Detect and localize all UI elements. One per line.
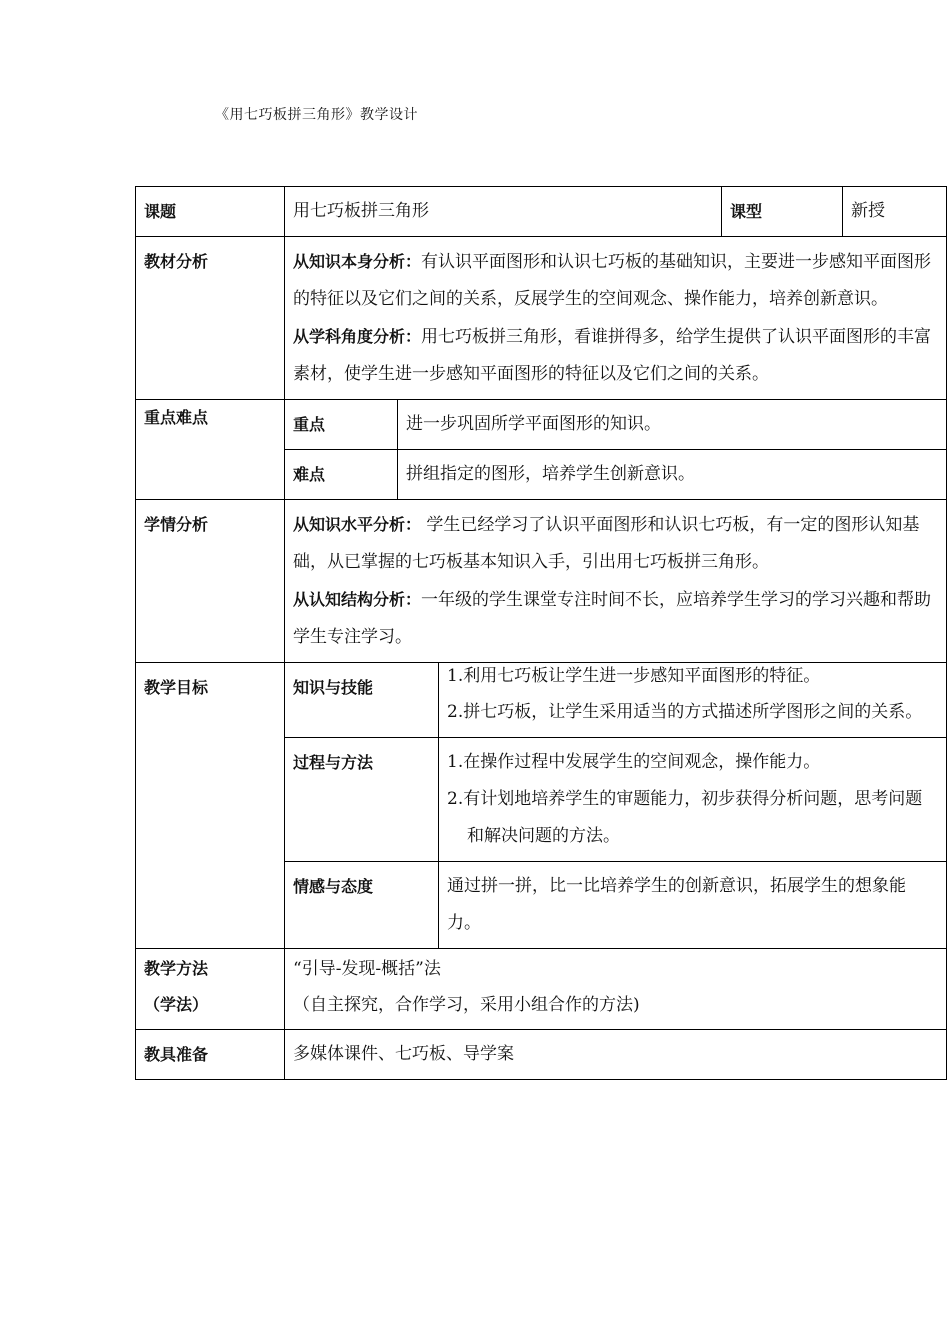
method-content (285, 949, 947, 1030)
learner-p1-heading: 从知识水平分析： (293, 515, 422, 534)
topic-row (136, 187, 947, 237)
learner-p2-heading: 从认知结构分析： (293, 590, 422, 609)
process-item-1: 1.在操作过程中发展学生的空间观念，操作能力。 (447, 752, 821, 772)
type-label: 课型 (722, 187, 843, 237)
method-label-line-2: （学法） (144, 995, 209, 1014)
method-line-2: （自主探究，合作学习，采用小组合作的方法) (293, 995, 640, 1015)
material-content (285, 237, 947, 400)
method-label-line-1: 教学方法 (144, 959, 209, 978)
learner-content (285, 500, 947, 663)
learner-p1-text: 学生已经学习了认识平面图形和认识七巧板，有一定的图形认知基础，从已掌握的七巧板基本知识入手，引出用七巧板拼三角形。 (293, 515, 920, 572)
key-points-label: 重点难点 (136, 400, 285, 500)
topic-value: 用七巧板拼三角形 (285, 187, 722, 237)
material-row (136, 237, 947, 400)
difficulty-label: 难点 (285, 450, 398, 500)
material-p2-heading: 从学科角度分析： (293, 327, 422, 346)
material-paragraph-2 (293, 318, 938, 393)
focus-text: 进一步巩固所学平面图形的知识。 (398, 400, 947, 450)
emotion-label: 情感与态度 (285, 862, 439, 949)
learner-row (136, 500, 947, 663)
method-line-1: “引导-发现-概括”法 (293, 959, 441, 979)
document-title: 《用七巧板拼三角形》教学设计 (215, 107, 418, 123)
emotion-text: 通过拼一拼，比一比培养学生的创新意识，拓展学生的想象能力。 (439, 862, 947, 949)
method-row (136, 949, 947, 1030)
process-label: 过程与方法 (285, 738, 439, 862)
focus-label: 重点 (285, 400, 398, 450)
tools-text: 多媒体课件、七巧板、导学案 (285, 1030, 947, 1080)
process-item-2: 2.有计划地培养学生的审题能力，初步获得分析问题，思考问题和解决问题的方法。 (447, 789, 923, 846)
knowledge-item-2: 2.拼七巧板，让学生采用适当的方式描述所学图形之间的关系。 (447, 702, 923, 722)
tools-label: 教具准备 (136, 1030, 285, 1080)
type-value: 新授 (843, 187, 947, 237)
knowledge-item-1: 1.利用七巧板让学生进一步感知平面图形的特征。 (447, 666, 821, 686)
tools-row (136, 1030, 947, 1080)
process-content (439, 738, 947, 862)
material-p1-text: 有认识平面图形和认识七巧板的基础知识，主要进一步感知平面图形的特征以及它们之间的关系，反展学生的空间观念、操作能力，培养创新意识。 (293, 252, 932, 309)
lesson-plan-table (135, 186, 947, 1080)
difficulty-text: 拼组指定的图形，培养学生创新意识。 (398, 450, 947, 500)
learner-label: 学情分析 (136, 500, 285, 663)
material-p1-heading: 从知识本身分析： (293, 252, 422, 271)
knowledge-label: 知识与技能 (285, 663, 439, 738)
learner-paragraph-1 (293, 506, 938, 581)
knowledge-row (136, 663, 947, 738)
goals-label: 教学目标 (136, 663, 285, 949)
material-paragraph-1 (293, 243, 938, 318)
focus-row (136, 400, 947, 450)
topic-label: 课题 (136, 187, 285, 237)
learner-paragraph-2 (293, 581, 938, 656)
material-p2-text: 用七巧板拼三角形，看谁拼得多，给学生提供了认识平面图形的丰富素材，使学生进一步感知平面图形的特征以及它们之间的关系。 (293, 327, 932, 384)
method-label (136, 949, 285, 1030)
knowledge-content (439, 663, 947, 738)
learner-p2-text: 一年级的学生课堂专注时间不长，应培养学生学习的学习兴趣和帮助学生专注学习。 (293, 590, 932, 647)
material-label: 教材分析 (136, 237, 285, 400)
